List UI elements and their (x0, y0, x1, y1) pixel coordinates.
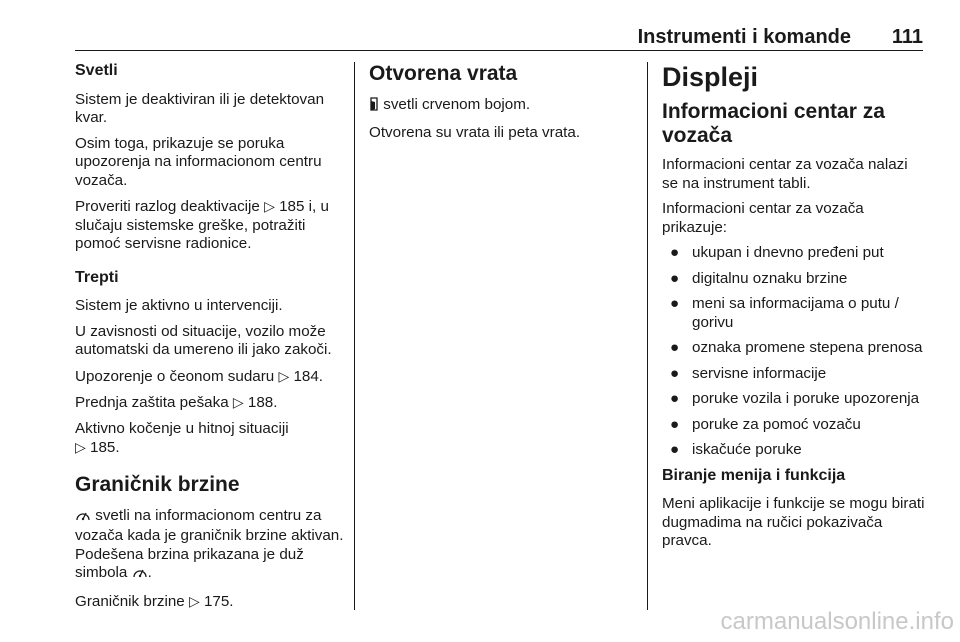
text: svetli na informacionom centru za vozača kada je graničnik brzine aktivan. Podešena brzina prikazana je duž simbola (75, 506, 344, 581)
page-reference-icon: ▷ (232, 394, 244, 410)
page-reference-icon: ▷ (75, 439, 86, 455)
paragraph (75, 592, 345, 612)
heading-informacioni-centar: Informacioni centar za vozača (662, 100, 885, 147)
page-header (75, 26, 923, 50)
page-number: 111 (891, 26, 923, 48)
speed-limiter-icon (75, 508, 91, 528)
text: 175. (199, 592, 234, 610)
subheading-trepti: Trepti (75, 268, 119, 286)
column-3 (662, 62, 927, 558)
paragraph: Meni aplikacije i funkcije se mogu birati dugmadima na ručici pokazivača pravca. (662, 495, 925, 549)
header-rule (75, 50, 923, 51)
paragraph (75, 420, 345, 458)
list-item: ● iskačuće poruke (670, 441, 802, 458)
page-reference-icon: ▷ (188, 592, 200, 609)
text: 184. (289, 367, 324, 385)
text: 185 i, u slučaju sistemske greške, potražiti pomoć servisne radionice. (75, 198, 329, 252)
column-divider (354, 62, 355, 610)
list-item: ● poruke vozila i poruke upozorenja (670, 390, 920, 407)
text: Upozorenje o čeonom sudaru (75, 367, 279, 385)
section-title: Instrumenti i komande (637, 26, 851, 48)
paragraph: Sistem je deaktiviran ili je detektovan kvar. (75, 90, 325, 126)
feature-list (662, 244, 927, 460)
list-item: ● digitalnu oznaku brzine (670, 269, 848, 287)
paragraph (75, 393, 345, 413)
column-2 (369, 62, 637, 149)
text: svetli crvenom bojom. (379, 96, 531, 113)
speed-limiter-icon (132, 565, 148, 585)
heading-granicnik-brzine: Graničnik brzine (75, 472, 240, 496)
text: Prednja zaštita pešaka (75, 394, 233, 411)
paragraph: U zavisnosti od situacije, vozilo može automatski da umereno ili jako zakoči. (75, 322, 332, 358)
column-1 (75, 62, 345, 618)
list-item: ● servisne informacije (670, 364, 827, 382)
text: 188. (243, 394, 278, 411)
text: Aktivno kočenje u hitnoj situaciji (75, 419, 289, 437)
heading-otvorena-vrata: Otvorena vrata (369, 62, 518, 85)
paragraph (369, 96, 637, 117)
text: Graničnik brzine (75, 592, 189, 610)
watermark: carmanualsonline.info (720, 608, 954, 635)
list-item: ● meni sa informacijama o putu / gorivu (670, 295, 899, 331)
paragraph: Informacioni centar za vozača nalazi se na instrument tabli. (662, 156, 908, 192)
list-item: ● oznaka promene stepena prenosa (670, 339, 923, 356)
paragraph (75, 507, 345, 585)
text: 185. (85, 439, 120, 456)
list-item: ● ukupan i dnevno pređeni put (670, 244, 884, 261)
paragraph (75, 197, 345, 254)
paragraph: Otvorena su vrata ili peta vrata. (369, 123, 581, 141)
heading-displeji: Displeji (662, 62, 759, 92)
paragraph: Informacioni centar za vozača prikazuje: (662, 200, 864, 236)
subheading-biranje-menija: Biranje menija i funkcija (662, 466, 846, 484)
page-reference-icon: ▷ (264, 198, 275, 214)
column-divider (647, 62, 648, 610)
paragraph: Sistem je aktivno u intervenciji. (75, 297, 283, 314)
subheading-svetli: Svetli (75, 62, 118, 79)
text: . (147, 564, 152, 581)
paragraph: Osim toga, prikazuje se poruka upozorenja na informacionom centru vozača. (75, 134, 322, 189)
door-open-icon (369, 97, 379, 117)
page-reference-icon: ▷ (278, 367, 290, 384)
text: Proveriti razlog deaktivacije (75, 198, 265, 215)
list-item: ● poruke za pomoć vozaču (670, 415, 861, 433)
paragraph (75, 367, 345, 387)
